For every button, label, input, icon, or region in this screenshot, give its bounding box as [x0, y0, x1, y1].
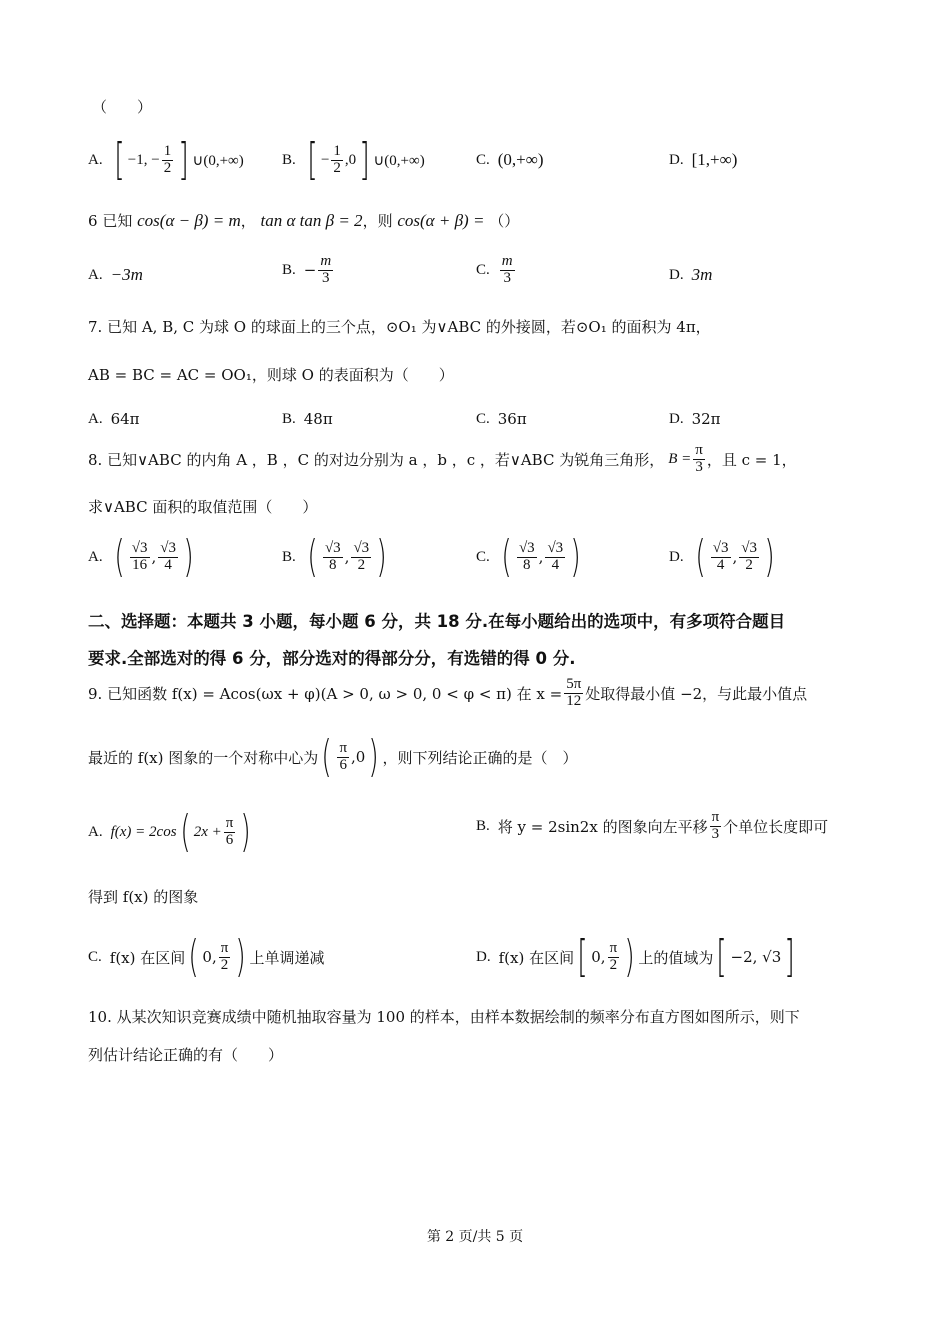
q5-option-a: A. [ −1, − $\frac{1}{2}$ ] ∪(0,+∞): [88, 134, 244, 185]
q7-option-c: C. 36π: [476, 410, 527, 428]
q6-option-d: D. 3m: [669, 265, 713, 284]
q8-option-c: C. ( $\frac{√3}{8}$ , $\frac{√3}{4}$ ): [476, 531, 581, 582]
q8-option-d: D. ( $\frac{√3}{4}$ , $\frac{√3}{2}$ ): [669, 531, 775, 582]
q7-option-a: A. 64π: [88, 410, 140, 428]
q6-stem: 6 已知 cos(α − β) = m， tan α tan β = 2，则 cos(α + β) = （）: [88, 211, 520, 230]
q5-option-c: C. (0,+∞): [476, 150, 544, 169]
q8-line1: 8. 已知∨ABC 的内角 A ，B ，C 的对边分别为 a ，b ，c ，若∨ABC 为锐角三角形， B = $\frac{\pi}{3}$ ，且 c = 1，: [88, 442, 797, 475]
q6-option-c: C. $\frac{m}{3}$: [476, 253, 513, 286]
q5-option-d: D. [1,+∞): [669, 150, 738, 169]
q10-line2: 列估计结论正确的有（ ）: [88, 1046, 284, 1064]
q7-option-d: D. 32π: [669, 410, 721, 428]
q9-option-a: A. f(x) = 2cos ( 2x + $\frac{\pi}{6}$ ): [88, 806, 252, 857]
q5-paren: （ ）: [92, 98, 153, 116]
q6-option-a: A. −3m: [88, 265, 143, 284]
q10-line1: 10. 从某次知识竞赛成绩中随机抽取容量为 100 的样本，由样本数据绘制的频率分布直方图如图所示，则下: [88, 1008, 800, 1026]
q8-option-b: B. ( $\frac{√3}{8}$ , $\frac{√3}{2}$ ): [282, 531, 387, 582]
q9-option-b: B. 将 y = 2sin2x 的图象向左平移 $\frac{\pi}{3}$ 个单位长度即可: [476, 809, 829, 842]
q9-option-d: D. f(x) 在区间 [ 0, $\frac{\pi}{2}$ ) 上的值域为 [ −2, √3 ]: [476, 931, 795, 982]
q7-line1: 7. 已知 A, B, C 为球 O 的球面上的三个点，⊙O₁ 为∨ABC 的外接圆，若⊙O₁ 的面积为 4π，: [88, 318, 711, 336]
section2-line2: 要求.全部选对的得 6 分，部分选对的得部分分，有选错的得 0 分.: [88, 649, 576, 668]
q8-option-a: A. ( $\frac{√3}{16}$ , $\frac{√3}{4}$ ): [88, 531, 194, 582]
q7-line2: AB = BC = AC = OO₁，则球 O 的表面积为（ ）: [88, 366, 454, 384]
q9-option-c: C. f(x) 在区间 ( 0, $\frac{\pi}{2}$ ) 上单调递减: [88, 931, 325, 982]
q9-line1: 9. 已知函数 f(x) = Acos(ωx + φ)(A > 0, ω > 0, 0 < φ < π) 在 x = $\frac{5\pi}{12}$ 处取得最小值 −2，与此最小值点: [88, 676, 808, 709]
q9-option-b-continued: 得到 f(x) 的图象: [88, 888, 199, 906]
q7-option-b: B. 48π: [282, 410, 333, 428]
q5-option-b: B. [ − $\frac{1}{2}$ ,0 ] ∪(0,+∞): [282, 134, 425, 185]
q8-line2: 求∨ABC 面积的取值范围（ ）: [88, 498, 318, 516]
q6-option-b: B. − $\frac{m}{3}$: [282, 253, 332, 286]
page-footer: 第 2 页/共 5 页: [426, 1229, 524, 1245]
q9-line2: 最近的 f(x) 图象的一个对称中心为 ( $\frac{\pi}{6}$ ,0 ) ，则下列结论正确的是（ ）: [88, 731, 578, 782]
section2-line1: 二、选择题：本题共 3 小题，每小题 6 分，共 18 分.在每小题给出的选项中，有多项符合题目: [88, 612, 786, 631]
